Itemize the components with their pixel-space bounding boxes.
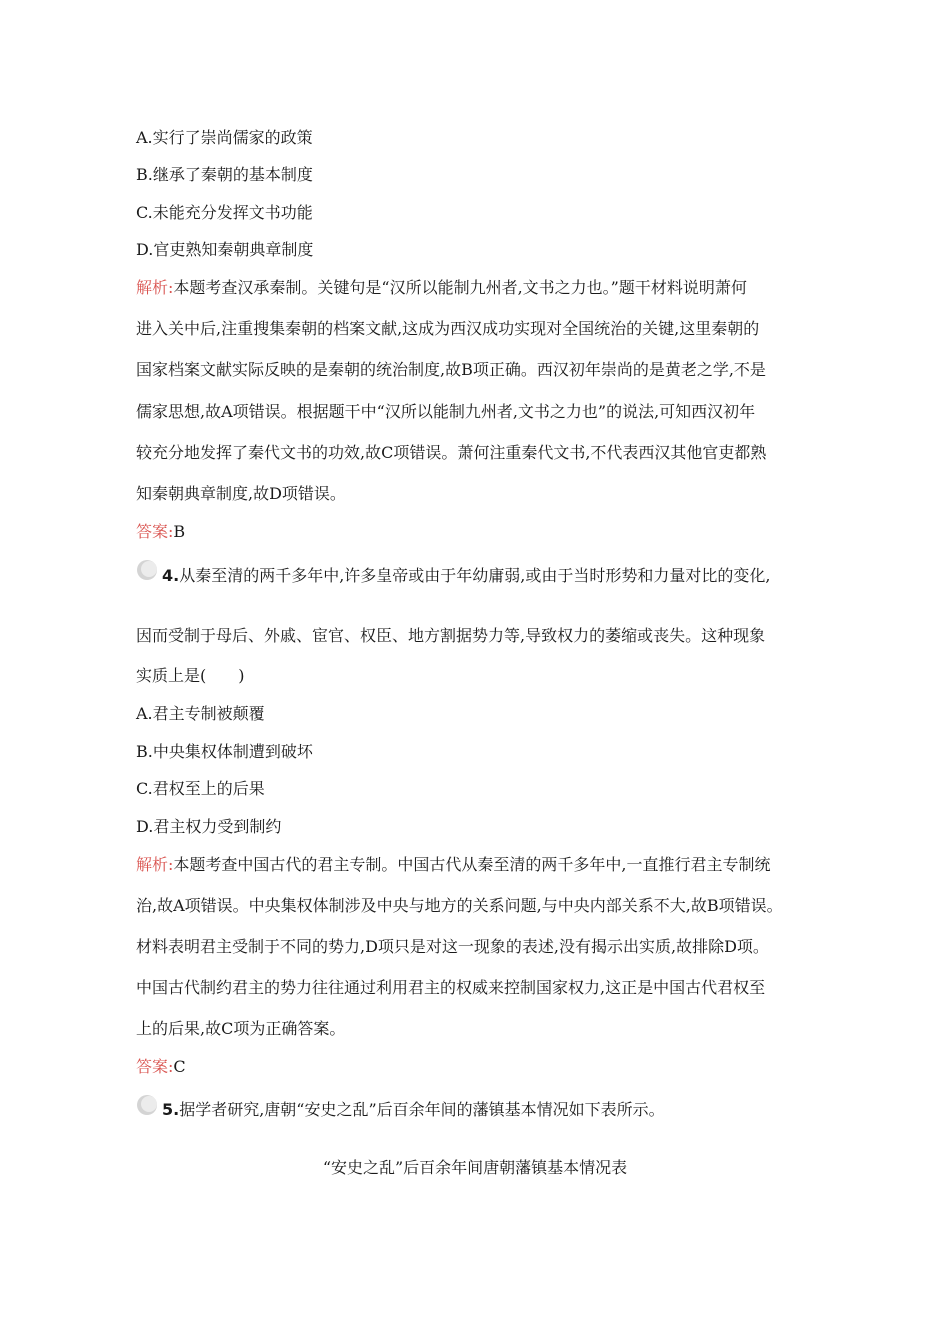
q4-option-b: B.中央集权体制遭到破坏 (136, 742, 313, 761)
q3-option-b: B.继承了秦朝的基本制度 (136, 165, 313, 184)
q4-option-a: A.君主专制被颠覆 (136, 704, 265, 723)
q3-analysis-line: 较充分地发挥了秦代文书的功效,故C项错误。萧何注重秦代文书,不代表西汉其他官吏都熟 (136, 443, 767, 462)
q5-stem (162, 1100, 665, 1120)
q3-analysis-line: 儒家思想,故A项错误。根据题干中“汉所以能制九州者,文书之力也”的说法,可知西汉初年 (136, 402, 756, 421)
q3-option-a: A.实行了崇尚儒家的政策 (136, 128, 313, 147)
q4-analysis-line (136, 855, 771, 875)
q4-answer-label: 答案: (136, 1057, 174, 1076)
q4-number: 4. (162, 566, 180, 585)
q3-analysis-label: 解析: (136, 278, 174, 297)
q3-answer (136, 522, 185, 542)
q4-stem-text: 从秦至清的两千多年中,许多皇帝或由于年幼庸弱,或由于当时形势和力量对比的变化, (179, 566, 771, 585)
q4-analysis-line: 治,故A项错误。中央集权体制涉及中央与地方的关系问题,与中央内部关系不大,故B项错误。 (136, 896, 783, 915)
q3-answer-label: 答案: (136, 522, 174, 541)
q3-answer-value: B (173, 522, 186, 541)
q3-analysis-line (136, 278, 747, 298)
q4-analysis-line: 上的后果,故C项为正确答案。 (136, 1019, 346, 1038)
q4-analysis-line: 中国古代制约君主的势力往往通过利用君主的权威来控制国家权力,这正是中国古代君权至 (136, 978, 766, 997)
q4-stem-line: 实质上是( ) (136, 666, 245, 685)
q5-stem-text: 据学者研究,唐朝“安史之乱”后百余年间的藩镇基本情况如下表所示。 (179, 1100, 665, 1119)
q4-analysis-text: 本题考查中国古代的君主专制。中国古代从秦至清的两千多年中,一直推行君主专制统 (173, 855, 771, 874)
question-marker-icon (134, 1094, 160, 1116)
q3-analysis-line: 进入关中后,注重搜集秦朝的档案文献,这成为西汉成功实现对全国统治的关键,这里秦朝的 (136, 319, 760, 338)
q3-analysis-line: 知秦朝典章制度,故D项错误。 (136, 484, 346, 503)
q4-stem-line: 因而受制于母后、外戚、宦官、权臣、地方割据势力等,导致权力的萎缩或丧失。这种现象 (136, 626, 766, 645)
q4-analysis-label: 解析: (136, 855, 174, 874)
q3-option-c: C.未能充分发挥文书功能 (136, 203, 313, 222)
q4-option-c: C.君权至上的后果 (136, 779, 265, 798)
q4-answer-value: C (173, 1057, 186, 1076)
question-marker-icon (134, 559, 160, 581)
q4-answer (136, 1057, 186, 1077)
q3-analysis-text: 本题考查汉承秦制。关键句是“汉所以能制九州者,文书之力也。”题干材料说明萧何 (173, 278, 747, 297)
q3-analysis-line: 国家档案文献实际反映的是秦朝的统治制度,故B项正确。西汉初年崇尚的是黄老之学,不是 (136, 360, 766, 379)
table-caption: “安史之乱”后百余年间唐朝藩镇基本情况表 (322, 1158, 628, 1177)
q4-analysis-line: 材料表明君主受制于不同的势力,D项只是对这一现象的表述,没有揭示出实质,故排除D项。 (136, 937, 769, 956)
q5-number: 5. (162, 1100, 180, 1119)
q4-stem-first-line (162, 566, 770, 586)
q3-option-d: D.官吏熟知秦朝典章制度 (136, 240, 314, 259)
q4-option-d: D.君主权力受到制约 (136, 817, 282, 836)
